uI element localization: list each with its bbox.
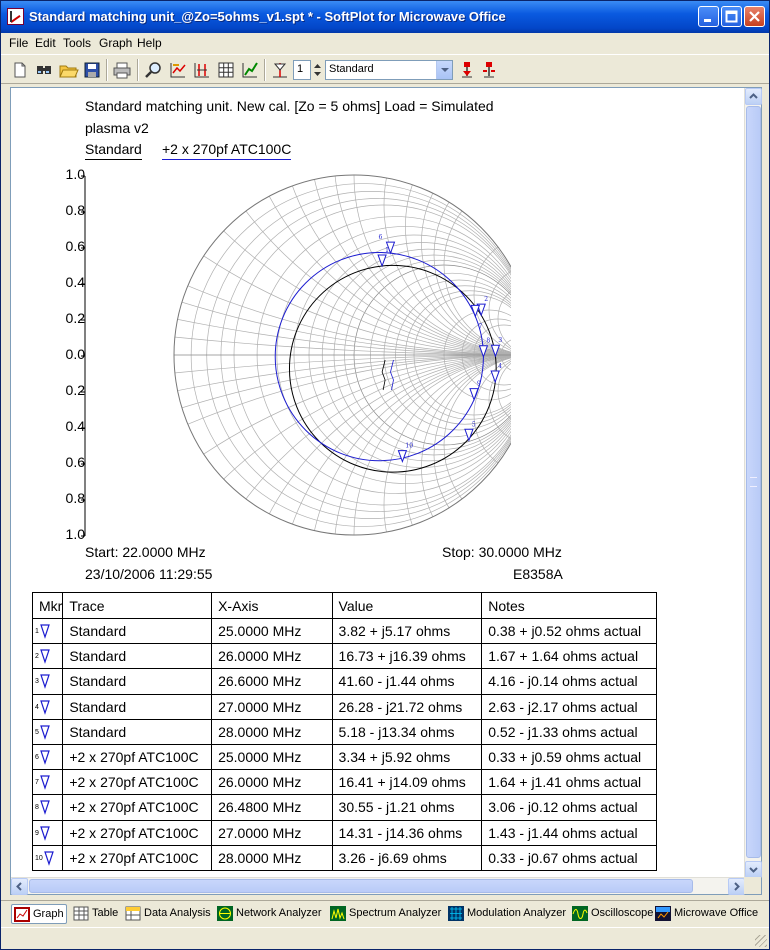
marker-label: 2 — [484, 296, 489, 304]
close-button[interactable] — [744, 6, 765, 27]
measurement-datetime: 23/10/2006 11:29:55 — [85, 566, 213, 582]
value-cell: 14.31 - j14.36 ohms — [332, 820, 482, 845]
table-icon — [73, 906, 89, 921]
y-tick-label: 0.8 — [65, 490, 85, 506]
grid-button[interactable] — [215, 59, 237, 81]
table-row[interactable] — [33, 644, 657, 669]
marker-number: 1 — [35, 627, 39, 635]
menu-bar — [1, 33, 769, 53]
marker-cell[interactable] — [33, 694, 63, 719]
legend-standard[interactable]: Standard — [85, 141, 142, 160]
y-tick-label: 0.4 — [65, 418, 85, 434]
toolbar-separator — [106, 59, 108, 81]
marker-triangle-icon — [39, 648, 51, 664]
smith-chart[interactable] — [77, 172, 511, 542]
tab-microwave-office[interactable] — [653, 904, 758, 924]
microwave-office-icon — [655, 906, 671, 921]
table-row[interactable] — [33, 845, 657, 870]
tab-label: Microwave Office — [674, 907, 759, 919]
marker-number: 5 — [35, 728, 39, 736]
reactance-arc — [174, 355, 511, 542]
marker-cell[interactable] — [33, 820, 63, 845]
value-cell: 30.55 - j1.21 ohms — [332, 795, 482, 820]
status-bar — [1, 927, 769, 949]
modulation-analyzer-icon — [448, 906, 464, 921]
marker-triangle-icon — [39, 799, 51, 815]
graph-title-line1: Standard matching unit. New cal. [Zo = 5 ohms] Load = Simulated — [85, 98, 494, 114]
trace-cell: +2 x 270pf ATC100C — [63, 845, 212, 870]
marker-triangle — [491, 371, 499, 382]
marker-cell[interactable] — [33, 770, 63, 795]
view-tabs-bar — [1, 900, 769, 926]
graph-icon — [14, 907, 30, 922]
trace-cell: +2 x 270pf ATC100C — [63, 744, 212, 769]
y-tick-label: 0.6 — [65, 238, 85, 254]
x-axis-cell: 27.0000 MHz — [212, 820, 332, 845]
notes-cell: 0.38 + j0.52 ohms actual — [482, 619, 657, 644]
menu-file[interactable]: File — [9, 36, 29, 50]
toolbar-separator — [264, 59, 266, 81]
notes-cell: 0.52 - j1.33 ohms actual — [482, 719, 657, 744]
horizontal-scroll-thumb[interactable] — [29, 879, 693, 893]
notes-cell: 0.33 + j0.59 ohms actual — [482, 744, 657, 769]
menu-graph[interactable]: Graph — [99, 36, 133, 50]
tab-label: Graph — [33, 908, 64, 920]
table-row[interactable] — [33, 744, 657, 769]
table-row[interactable] — [33, 820, 657, 845]
markers-table — [32, 592, 657, 871]
tab-graph[interactable] — [11, 904, 67, 924]
marker-number: 2 — [35, 653, 39, 661]
table-row[interactable] — [33, 694, 657, 719]
y-tick-label: 0.2 — [65, 382, 85, 398]
marker-label: 7 — [478, 323, 483, 331]
marker-label: 1 — [385, 246, 389, 254]
trace-tail — [390, 360, 393, 390]
column-header[interactable]: Mkr — [33, 593, 63, 619]
value-cell: 16.73 + j16.39 ohms — [332, 644, 482, 669]
marker-triangle-icon — [39, 673, 51, 689]
marker-number: 8 — [35, 804, 39, 812]
trace-cell: +2 x 270pf ATC100C — [63, 770, 212, 795]
network-analyzer-icon — [217, 906, 233, 921]
y-tick-label: 1.0 — [65, 526, 85, 542]
column-header[interactable]: X-Axis — [212, 593, 332, 619]
marker-label: 3 — [498, 337, 503, 345]
trace-select[interactable] — [325, 60, 453, 80]
spectrum-analyzer-icon — [330, 906, 346, 921]
minimize-button[interactable] — [698, 6, 719, 27]
tab-data-analysis[interactable] — [123, 904, 211, 924]
scroll-down-button[interactable] — [745, 861, 762, 878]
notes-cell: 3.06 - j0.12 ohms actual — [482, 795, 657, 820]
trace-cell: Standard — [63, 694, 212, 719]
tab-label: Spectrum Analyzer — [349, 907, 442, 919]
column-header[interactable]: Trace — [63, 593, 212, 619]
graph-view — [10, 87, 762, 895]
scroll-up-button[interactable] — [745, 88, 762, 105]
x-axis-cell: 28.0000 MHz — [212, 845, 332, 870]
reactance-arc — [77, 355, 511, 542]
tab-modulation-analyzer[interactable] — [446, 904, 566, 924]
reactance-arc — [77, 355, 511, 542]
tab-label: Modulation Analyzer — [467, 907, 567, 919]
x-axis-cell: 27.0000 MHz — [212, 694, 332, 719]
tab-oscilloscope[interactable] — [570, 904, 653, 924]
autoscale-button[interactable] — [167, 59, 189, 81]
marker-number: 3 — [35, 678, 39, 686]
value-cell: 5.18 - j13.34 ohms — [332, 719, 482, 744]
tab-label: Table — [92, 907, 119, 919]
marker-number: 4 — [35, 703, 39, 711]
softplot-app-icon[interactable] — [7, 8, 24, 25]
trace-cell: +2 x 270pf ATC100C — [63, 820, 212, 845]
menu-help[interactable]: Help — [137, 36, 162, 50]
y-tick-label: 1.0 — [65, 166, 85, 182]
marker-select-button[interactable] — [269, 59, 291, 81]
chart-marker-4[interactable] — [491, 363, 502, 382]
x-axis-cell: 26.0000 MHz — [212, 770, 332, 795]
x-axis-cell: 26.4800 MHz — [212, 795, 332, 820]
marker-triangle-icon — [39, 749, 51, 765]
marker-triangle-icon — [39, 623, 51, 639]
y-tick-label: 0.4 — [65, 274, 85, 290]
data-analysis-icon — [125, 906, 141, 921]
smith-grid — [77, 172, 511, 542]
marker-cell[interactable] — [33, 845, 63, 870]
marker-cell[interactable] — [33, 644, 63, 669]
title-bar[interactable] — [1, 1, 769, 33]
marker-cell[interactable] — [33, 744, 63, 769]
trace-number-spinner[interactable] — [310, 60, 323, 80]
table-row[interactable] — [33, 770, 657, 795]
trace-cell: Standard — [63, 619, 212, 644]
value-cell: 41.60 - j1.44 ohms — [332, 669, 482, 694]
marker-triangle-icon — [43, 850, 55, 866]
value-cell: 26.28 - j21.72 ohms — [332, 694, 482, 719]
tab-network-analyzer[interactable] — [215, 904, 322, 924]
column-header[interactable]: Value — [332, 593, 482, 619]
trace-number-input[interactable]: 1 — [293, 60, 323, 80]
notes-cell: 1.67 + 1.64 ohms actual — [482, 644, 657, 669]
marker-cell[interactable] — [33, 795, 63, 820]
reactance-arc — [434, 355, 511, 542]
horizontal-scrollbar[interactable] — [11, 877, 746, 894]
marker-triangle-icon — [39, 825, 51, 841]
trace-options-button[interactable] — [239, 59, 261, 81]
table-row[interactable] — [33, 795, 657, 820]
trace-cell: Standard — [63, 644, 212, 669]
marker-label: 10 — [405, 442, 414, 450]
reactance-arc — [77, 355, 511, 542]
marker-label: 5 — [471, 421, 476, 429]
y-tick-label: 0.2 — [65, 310, 85, 326]
value-cell: 3.26 - j6.69 ohms — [332, 845, 482, 870]
tab-label: Network Analyzer — [236, 907, 322, 919]
trace-cell: Standard — [63, 669, 212, 694]
zoom-button[interactable] — [143, 59, 165, 81]
window-title: Standard matching unit_@Zo=5ohms_v1.spt * - SoftPlot for Microwave Office — [29, 9, 506, 24]
value-cell: 3.82 + j5.17 ohms — [332, 619, 482, 644]
menu-edit[interactable]: Edit — [35, 36, 56, 50]
notes-cell: 1.64 + j1.41 ohms actual — [482, 770, 657, 795]
value-cell: 16.41 + j14.09 ohms — [332, 770, 482, 795]
table-row[interactable] — [33, 669, 657, 694]
menu-tools[interactable]: Tools — [63, 36, 92, 50]
trace-select-value: Standard — [329, 63, 374, 75]
print-button[interactable] — [111, 59, 133, 81]
start-frequency: Start: 22.0000 MHz — [85, 544, 206, 560]
scroll-corner — [744, 877, 761, 894]
y-tick-label: 0.6 — [65, 454, 85, 470]
y-tick-label: 0.8 — [65, 202, 85, 218]
new-file-button[interactable] — [9, 59, 31, 81]
notes-cell: 0.33 - j0.67 ohms actual — [482, 845, 657, 870]
marker-label: 6 — [378, 234, 383, 242]
stop-frequency: Stop: 30.0000 MHz — [442, 544, 562, 560]
toolbar — [1, 54, 769, 84]
oscilloscope-icon — [572, 906, 588, 921]
trace-cell: +2 x 270pf ATC100C — [63, 795, 212, 820]
marker-cell[interactable] — [33, 669, 63, 694]
vertical-scrollbar[interactable] — [744, 88, 761, 878]
marker-label: 9 — [476, 380, 481, 388]
x-axis-cell: 25.0000 MHz — [212, 744, 332, 769]
instrument-model: E8358A — [513, 566, 563, 582]
notes-cell: 2.63 - j2.17 ohms actual — [482, 694, 657, 719]
tab-table[interactable] — [71, 904, 118, 924]
notes-cell: 4.16 - j0.14 ohms actual — [482, 669, 657, 694]
marker-label: 8 — [486, 337, 491, 345]
table-row[interactable] — [33, 719, 657, 744]
maximize-button[interactable] — [721, 6, 742, 27]
tab-label: Data Analysis — [144, 907, 211, 919]
scroll-left-button[interactable] — [11, 878, 28, 895]
chart-marker-1[interactable] — [378, 247, 389, 266]
legend-atc100c[interactable]: +2 x 270pf ATC100C — [162, 141, 291, 160]
tab-label: Oscilloscope — [591, 907, 654, 919]
vertical-scroll-thumb[interactable] — [746, 106, 761, 858]
x-axis-cell: 25.0000 MHz — [212, 619, 332, 644]
marker-button[interactable] — [191, 59, 213, 81]
graph-title-line2: plasma v2 — [85, 120, 149, 136]
resize-grip[interactable] — [755, 935, 767, 947]
marker-triangle-icon — [39, 774, 51, 790]
marker-number: 6 — [35, 753, 39, 761]
x-axis-cell: 26.6000 MHz — [212, 669, 332, 694]
column-header[interactable]: Notes — [482, 593, 657, 619]
notes-cell: 1.43 - j1.44 ohms actual — [482, 820, 657, 845]
marker-cell[interactable] — [33, 619, 63, 644]
marker-number: 9 — [35, 829, 39, 837]
chevron-down-icon[interactable] — [436, 61, 452, 79]
y-tick-label: 0.0 — [65, 346, 85, 362]
table-header-row — [33, 593, 657, 619]
tab-spectrum-analyzer[interactable] — [328, 904, 441, 924]
marker-label: 4 — [498, 362, 503, 370]
trace-cell: Standard — [63, 719, 212, 744]
marker-triangle-icon — [39, 724, 51, 740]
scroll-right-button[interactable] — [728, 878, 745, 895]
marker-prev-button[interactable] — [456, 59, 478, 81]
open-folder-button[interactable] — [57, 59, 79, 81]
marker-number: 7 — [35, 779, 39, 787]
x-axis-cell: 28.0000 MHz — [212, 719, 332, 744]
marker-triangle-icon — [39, 699, 51, 715]
toolbar-separator — [137, 59, 139, 81]
marker-triangle — [398, 451, 406, 462]
reactance-arc — [77, 355, 511, 542]
marker-triangle — [378, 255, 386, 266]
x-axis-cell: 26.0000 MHz — [212, 644, 332, 669]
marker-next-button[interactable] — [478, 59, 500, 81]
marker-cell[interactable] — [33, 719, 63, 744]
table-row[interactable] — [33, 619, 657, 644]
find-button[interactable] — [33, 59, 55, 81]
value-cell: 3.34 + j5.92 ohms — [332, 744, 482, 769]
save-button[interactable] — [81, 59, 103, 81]
reactance-arc — [77, 355, 511, 542]
marker-number: 10 — [35, 854, 43, 862]
